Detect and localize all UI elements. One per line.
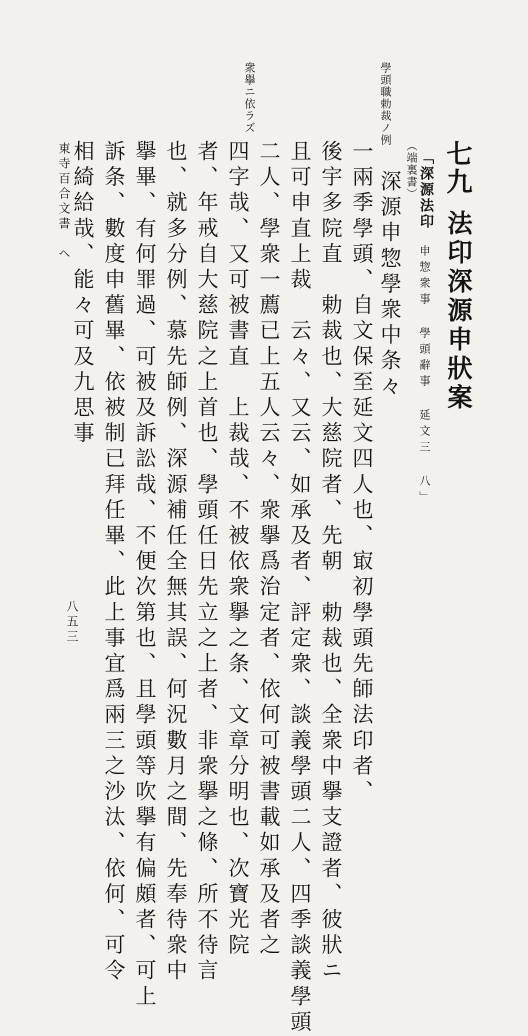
collection-footer: 東寺百合文書 ヘ [57, 142, 71, 262]
section-heading: 深源申惣學衆中条々 [378, 170, 402, 401]
margin-note-2: 衆擧ニ依ラズ [243, 62, 256, 134]
body-line-2: 後宇多院直 勅裁也、大慈院者、先朝 勅裁也、全衆中擧支證者、彼狀ニ [319, 140, 343, 985]
body-line-1: 一兩季學頭、自文保至延文四人也、㝡初學頭先師法印者、 [350, 140, 374, 806]
body-line-4: 二人、學衆一薦已上五人云々、衆擧爲治定者、依何可被書載如承及者之 [257, 140, 281, 960]
document-number: 七九 [442, 140, 472, 196]
source-line-2: 申惣衆事 學頭辭事 延文三 八」 [418, 245, 431, 507]
body-line-3: 且可申直上裁 云々、又云、如承及者、評定衆、談義學頭二人、四季談義學頭 [288, 140, 312, 1036]
body-line-6: 者、年戒自大慈院之上首也、學頭任日先立之上者、非衆擧之條、所不待言 [195, 140, 219, 985]
body-line-7: 也、就多分例、慕先師例、深源補任全無其誤、何況數月之間、先奉待衆中 [164, 140, 188, 985]
body-line-9: 訴条、數度申舊畢、依被制已拜任畢、此上事宜爲兩三之沙汰、依何、可令 [102, 140, 126, 985]
document-title: 法印深源申狀案 [444, 210, 473, 413]
source-line-1: 「深源法印 [418, 150, 434, 230]
body-line-8: 擧畢、有何罪過、可被及訴訟哉、不便次第也、且學頭等吹擧有偏頗者、可上 [133, 140, 157, 1011]
margin-note-1: 學頭職勅裁ノ例 [379, 62, 392, 146]
source-annotation: （端裏書） [405, 140, 418, 200]
body-line-10: 相綺給哉、能々可及九思事 [71, 140, 95, 448]
body-line-5: 四字哉、又可被書直 上裁哉、不被依衆擧之条、文章分明也、次寶光院 [226, 140, 250, 960]
page-number: 八五三 [65, 600, 79, 645]
